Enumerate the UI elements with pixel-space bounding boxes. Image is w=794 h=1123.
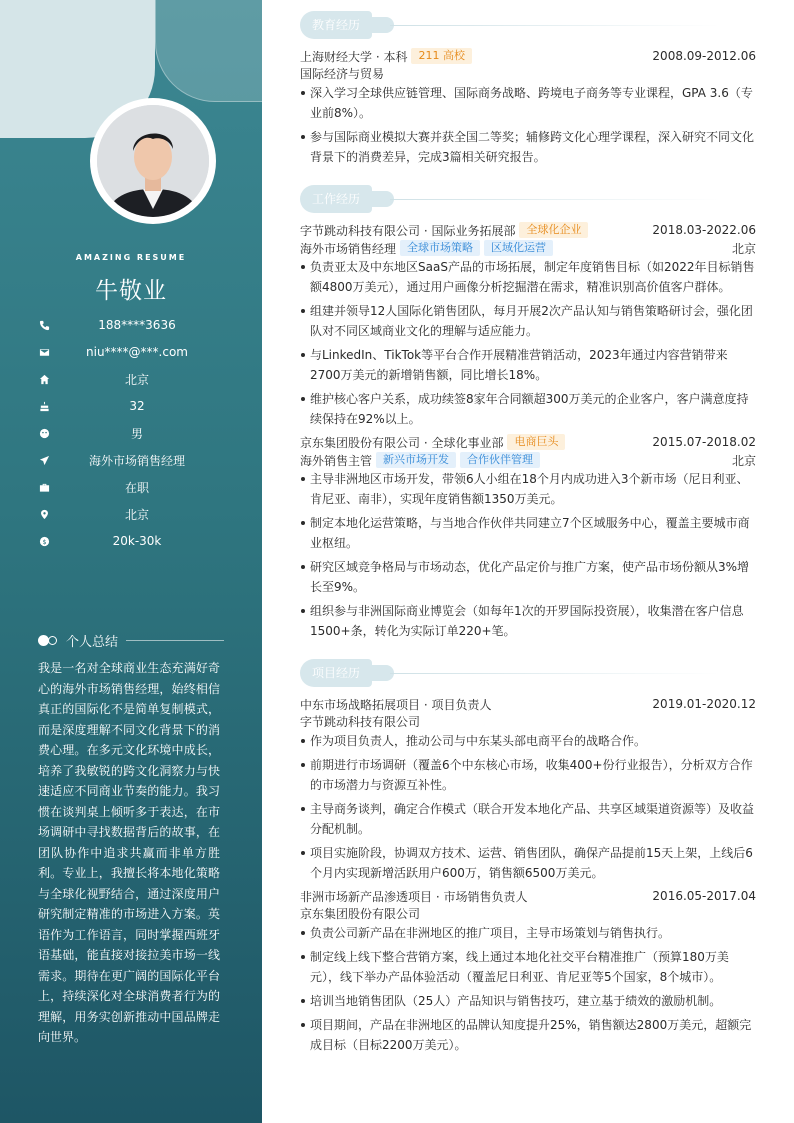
info-email	[38, 343, 238, 361]
school-name: 上海财经大学 · 本科	[300, 49, 408, 64]
company-name: 字节跳动科技有限公司 · 国际业务拓展部	[300, 223, 516, 238]
project-name: 非洲市场新产品渗透项目 · 市场销售负责人	[300, 889, 528, 904]
info-status	[38, 478, 238, 496]
info-age	[38, 397, 238, 415]
list-item: 作为项目负责人，推动公司与中东某头部电商平台的战略合作。	[300, 731, 756, 751]
home-icon	[38, 373, 50, 385]
gender-icon	[38, 427, 50, 439]
gender-value: 男	[130, 426, 143, 441]
money-icon	[38, 535, 50, 547]
job-city: 北京	[731, 241, 756, 256]
job-date: 2018.03-2022.06	[652, 223, 756, 237]
project-name: 中东市场战略拓展项目 · 项目负责人	[300, 697, 492, 712]
education-section-header	[300, 11, 720, 39]
list-item: 负责公司新产品在非洲地区的推广项目，主导市场策划与销售执行。	[300, 923, 756, 943]
job-header-row	[300, 221, 756, 239]
education-section-title: 教育经历	[300, 11, 372, 39]
avatar	[97, 105, 209, 217]
projects-section-header	[300, 659, 720, 687]
list-item: 负责亚太及中东地区SaaS产品的市场拓展，制定年度销售目标（如2022年目标销售额4800万美元），通过用户画像分析挖掘潜在需求，精准识别高价值客户群体。	[300, 257, 756, 297]
project-bullets	[300, 923, 756, 1059]
list-item: 深入学习全球供应链管理、国际商务战略、跨境电子商务等专业课程，GPA 3.6（专业前8%）。	[300, 83, 756, 123]
decorative-shape	[155, 0, 262, 102]
skill-tag: 全球市场策略	[400, 240, 480, 256]
list-item: 组建并领导12人国际化销售团队，每月开展2次产品认知与销售策略研讨会，强化团队对不同区域商业文化的理解与适应能力。	[300, 301, 756, 341]
company-name: 京东集团股份有限公司 · 全球化事业部	[300, 435, 504, 450]
cake-icon	[38, 400, 50, 412]
projects-section-title: 项目经历	[300, 659, 372, 687]
list-item: 组织参与非洲国际商业博览会（如每年1次的开罗国际投资展），收集潜在客户信息1500+条，转化为实际订单220+笔。	[300, 601, 756, 641]
job-position-row	[300, 239, 756, 257]
job-position-row	[300, 451, 756, 469]
project-bullets	[300, 731, 756, 887]
skill-tag: 合作伙伴管理	[460, 452, 540, 468]
job-header-row	[300, 433, 756, 451]
project-date: 2016.05-2017.04	[652, 889, 756, 903]
list-item: 参与国际商业模拟大赛并获全国二等奖；辅修跨文化心理学课程，深入研究不同文化背景下的消费差异，完成3篇相关研究报告。	[300, 127, 756, 167]
list-item: 项目期间，产品在非洲地区的品牌认知度提升25%，销售额达2800万美元，超额完成目标（目标2200万美元）。	[300, 1015, 756, 1055]
company-tag: 全球化企业	[519, 222, 588, 238]
project-header-row	[300, 887, 756, 905]
phone-value: 188****3636	[98, 318, 176, 332]
project-date: 2019.01-2020.12	[652, 697, 756, 711]
heading-dots-icon	[38, 634, 60, 646]
location-pin-icon	[38, 508, 50, 520]
briefcase-icon	[38, 481, 50, 493]
divider	[390, 25, 720, 26]
list-item: 主导非洲地区市场开发，带领6人小组在18个月内成功进入3个新市场（尼日利亚、肯尼亚、南非），实现年度销售额1350万美元。	[300, 469, 756, 509]
info-salary	[38, 532, 238, 550]
job-position: 海外市场销售经理	[300, 241, 397, 256]
list-item: 前期进行市场调研（覆盖6个中东核心市场，收集400+份行业报告），分析双方合作的市场潜力与资源互补性。	[300, 755, 756, 795]
skill-tag: 区域化运营	[484, 240, 553, 256]
list-item: 制定本地化运营策略，与当地合作伙伴共同建立7个区域服务中心，覆盖主要城市商业枢纽。	[300, 513, 756, 553]
target-position-value: 海外市场销售经理	[88, 453, 185, 468]
job-bullets	[300, 257, 756, 433]
project-company: 京东集团股份有限公司	[300, 907, 421, 921]
status-value: 在职	[124, 480, 149, 495]
svg-text:$: $	[41, 537, 47, 546]
work-section-title: 工作经历	[300, 185, 372, 213]
salary-value: 20k-30k	[112, 534, 162, 548]
info-gender	[38, 424, 238, 442]
resume-caption: AMAZING RESUME	[75, 253, 187, 262]
work-section-header	[300, 185, 720, 213]
sidebar	[0, 0, 262, 1123]
list-item: 培训当地销售团队（25人）产品知识与销售技巧，建立基于绩效的激励机制。	[300, 991, 756, 1011]
email-value: niu****@***.com	[86, 345, 188, 359]
education-header-row	[300, 47, 756, 65]
project-header-row	[300, 695, 756, 713]
skill-tag: 新兴市场开发	[376, 452, 456, 468]
info-location	[38, 505, 238, 523]
candidate-name: 牛敬业	[95, 278, 167, 304]
phone-icon	[38, 319, 50, 331]
summary-title: 个人总结	[66, 634, 119, 650]
job-bullets	[300, 469, 756, 645]
send-icon	[38, 454, 50, 466]
divider	[390, 199, 720, 200]
age-value: 32	[129, 399, 145, 413]
list-item: 与LinkedIn、TikTok等平台合作开展精准营销活动，2023年通过内容营销带来2700万美元的新增销售额，同比增长18%。	[300, 345, 756, 385]
info-target-position	[38, 451, 238, 469]
list-item: 制定线上线下整合营销方案，线上通过本地化社交平台精准推广（预算180万美元），线下举办产品体验活动（覆盖尼日利亚、肯尼亚等5个国家，8个城市）。	[300, 947, 756, 987]
hometown-value: 北京	[124, 372, 149, 387]
job-position: 海外销售主管	[300, 453, 373, 468]
education-bullets	[300, 83, 756, 171]
job-date: 2015.07-2018.02	[652, 435, 756, 449]
summary-heading	[38, 631, 224, 649]
summary-text: 我是一名对全球商业生态充满好奇心的海外市场销售经理，始终相信真正的国际化不是简单复制模式，而是深度理解不同文化背景下的消费心理。在多元文化环境中成长，培养了我敏锐的跨文化洞察力与快速适应不同商业节奏的能力。我习惯在谈判桌上倾听多于表达，在市场调研中寻找数据背后的故事，在团队协作中追求共赢而非单方胜利。专业上，我擅长将本地化策略与全球化视野结合，通过深度用户研究制定精准的市场进入方案。英语作为工作语言，同时掌握西班牙语基础，能直接对接拉美市场一线需求。期待在更广阔的国际化平台上，持续深化对全球消费者行为的理解，用务实创新推动中国品牌走向世界。	[38, 661, 220, 1044]
major: 国际经济与贸易	[300, 67, 385, 81]
info-home	[38, 370, 238, 388]
job-city: 北京	[731, 453, 756, 468]
company-tag: 电商巨头	[507, 434, 565, 450]
project-company: 字节跳动科技有限公司	[300, 715, 421, 729]
list-item: 项目实施阶段，协调双方技术、运营、销售团队，确保产品提前15天上架，上线后6个月内实现新增活跃用户600万，销售额6500万美元。	[300, 843, 756, 883]
education-date: 2008.09-2012.06	[652, 49, 756, 63]
list-item: 主导商务谈判，确定合作模式（联合开发本地化产品、共享区域渠道资源等）及收益分配机制。	[300, 799, 756, 839]
list-item: 研究区域竞争格局与市场动态，优化产品定价与推广方案，使产品市场份额从3%增长至9%。	[300, 557, 756, 597]
mail-icon	[38, 346, 50, 358]
school-tag: 211 高校	[411, 48, 472, 64]
list-item: 维护核心客户关系，成功续签8家年合同额超300万美元的企业客户，客户满意度持续保持在92%以上。	[300, 389, 756, 429]
divider	[390, 673, 720, 674]
divider	[126, 640, 224, 641]
location-value: 北京	[124, 507, 149, 522]
info-phone	[38, 316, 238, 334]
